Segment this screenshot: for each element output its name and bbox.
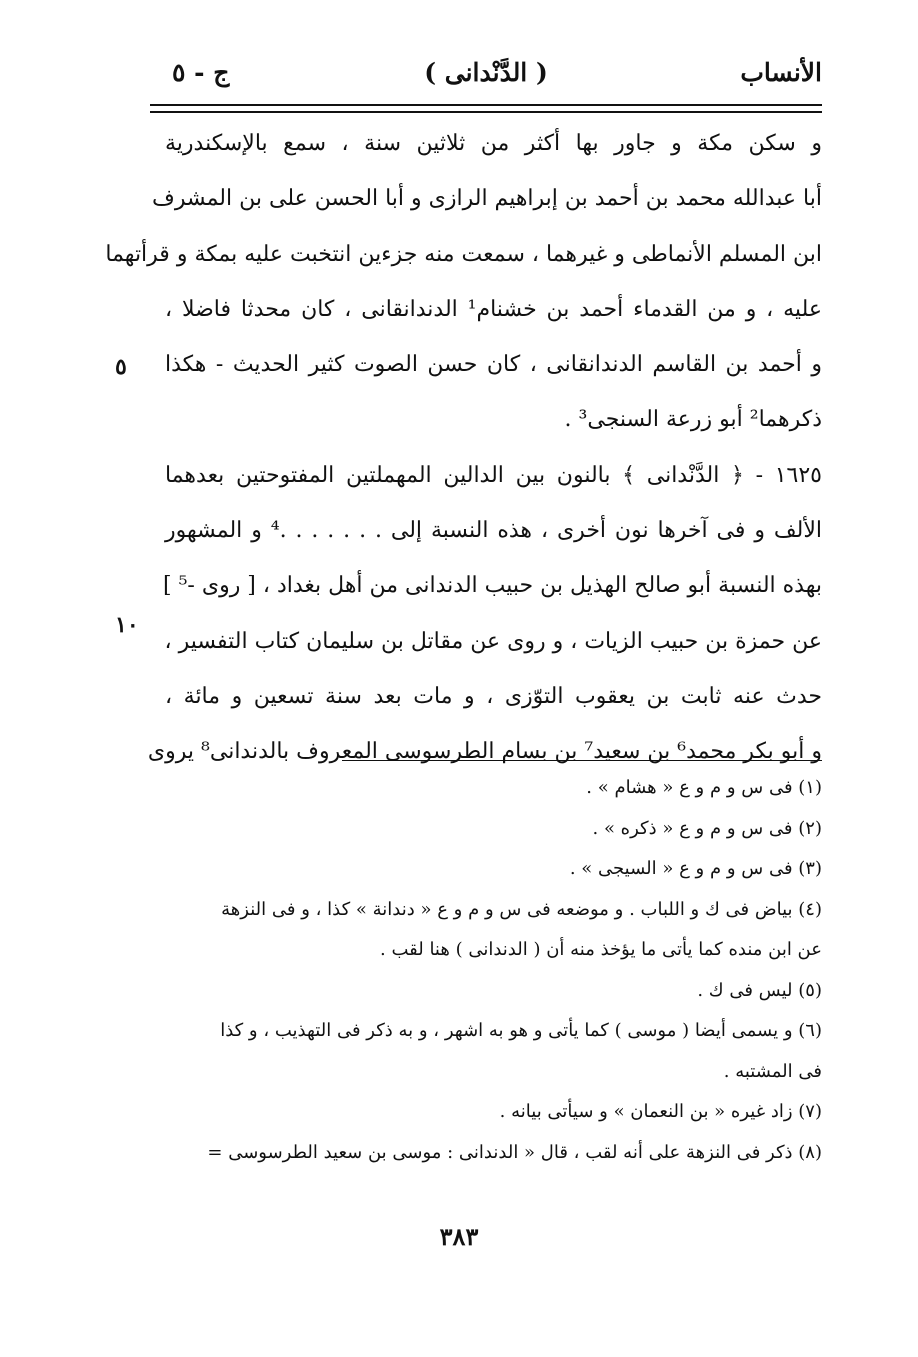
- footnote-line: (٤) بياض فى ك و اللباب . و موضعه فى س و م و ع « دندانة » كذا ، و فى النزهة: [221, 898, 822, 920]
- text-line: ذكرهما² أبو زرعة السنجى³ .: [564, 407, 822, 433]
- text-line: عن حمزة بن حبيب الزيات ، و روى عن مقاتل بن سليمان كتاب التفسير ،: [164, 628, 822, 654]
- text-line: حدث عنه ثابت بن يعقوب التوّزى ، و مات بعد سنة تسعين و مائة ،: [165, 683, 822, 709]
- entry-title: ( الدَّنْدانى ): [424, 58, 548, 87]
- footnote-line: (٣) فى س و م و ع « السيجى » .: [569, 858, 822, 879]
- footnote-separator: [342, 760, 822, 761]
- footnote-line: (٦) و يسمى أيضا ( موسى ) كما يأتى و هو به اشهر ، و به ذكر فى التهذيب ، و كذا: [220, 1020, 822, 1041]
- page-number: ٣٨٣: [439, 1222, 479, 1251]
- footnote-line: (١) فى س و م و ع « هشام » .: [586, 777, 822, 798]
- text-line: و أحمد بن القاسم الدندانقانى ، كان حسن الصوت كثير الحديث - هكذا: [165, 352, 822, 378]
- book-title: الأنساب: [740, 58, 822, 87]
- header-rule-bottom: [150, 111, 822, 113]
- line-number-10: ١٠: [115, 612, 139, 638]
- text-line: و سكن مكة و جاور بها أكثر من ثلاثين سنة ، سمع بالإسكندرية: [165, 131, 822, 156]
- text-line: عليه ، و من القدماء أحمد بن خشنام¹ الدندانقانى ، كان محدثا فاضلا ،: [165, 296, 822, 322]
- text-line: ١٦٢٥ - ﴿ الدَّنْدانى ﴾ بالنون بين الدالين المهملتين المفتوحتين بعدهما: [165, 462, 822, 488]
- text-line: أبا عبدالله محمد بن أحمد بن إبراهيم الرازى و أبا الحسن على بن المشرف: [152, 186, 822, 212]
- running-header: [150, 52, 822, 96]
- footnotes: [165, 768, 822, 1173]
- footnote-line: (٥) ليس فى ك .: [697, 979, 822, 1001]
- footnote-line: (٨) ذكر فى النزهة على أنه لقب ، قال « الدندانى : موسى بن سعيد الطرسوسى =: [207, 1141, 822, 1163]
- header-rule-top: [150, 104, 822, 106]
- footnote-line: فى المشتبه .: [723, 1060, 822, 1082]
- text-line: و أبو بكر محمد⁶ بن سعيد⁷ بن بسام الطرسوسى المعروف بالدندانى⁸ يروى: [147, 739, 822, 765]
- footnote-line: (٢) فى س و م و ع « ذكره » .: [592, 817, 822, 839]
- text-line: بهذه النسبة أبو صالح الهذيل بن حبيب الدندانى من أهل بغداد ، [ روى -⁵ ]: [163, 573, 822, 599]
- footnote-line: (٧) زاد غيره « بن النعمان » و سيأتى بيانه .: [499, 1101, 822, 1122]
- footnote-line: عن ابن منده كما يأتى ما يؤخذ منه أن ( الدندانى ) هنا لقب .: [380, 939, 822, 960]
- text-line: ابن المسلم الأنماطى و غيرهما ، سمعت منه جزءين انتخبت عليه بمكة و قرأتهما: [105, 241, 822, 267]
- text-line: الألف و فى آخرها نون أخرى ، هذه النسبة إلى . . . . . . .⁴ و المشهور: [165, 518, 822, 544]
- line-number-5: ٥: [115, 354, 127, 380]
- volume-number: ج - ٥: [172, 58, 230, 87]
